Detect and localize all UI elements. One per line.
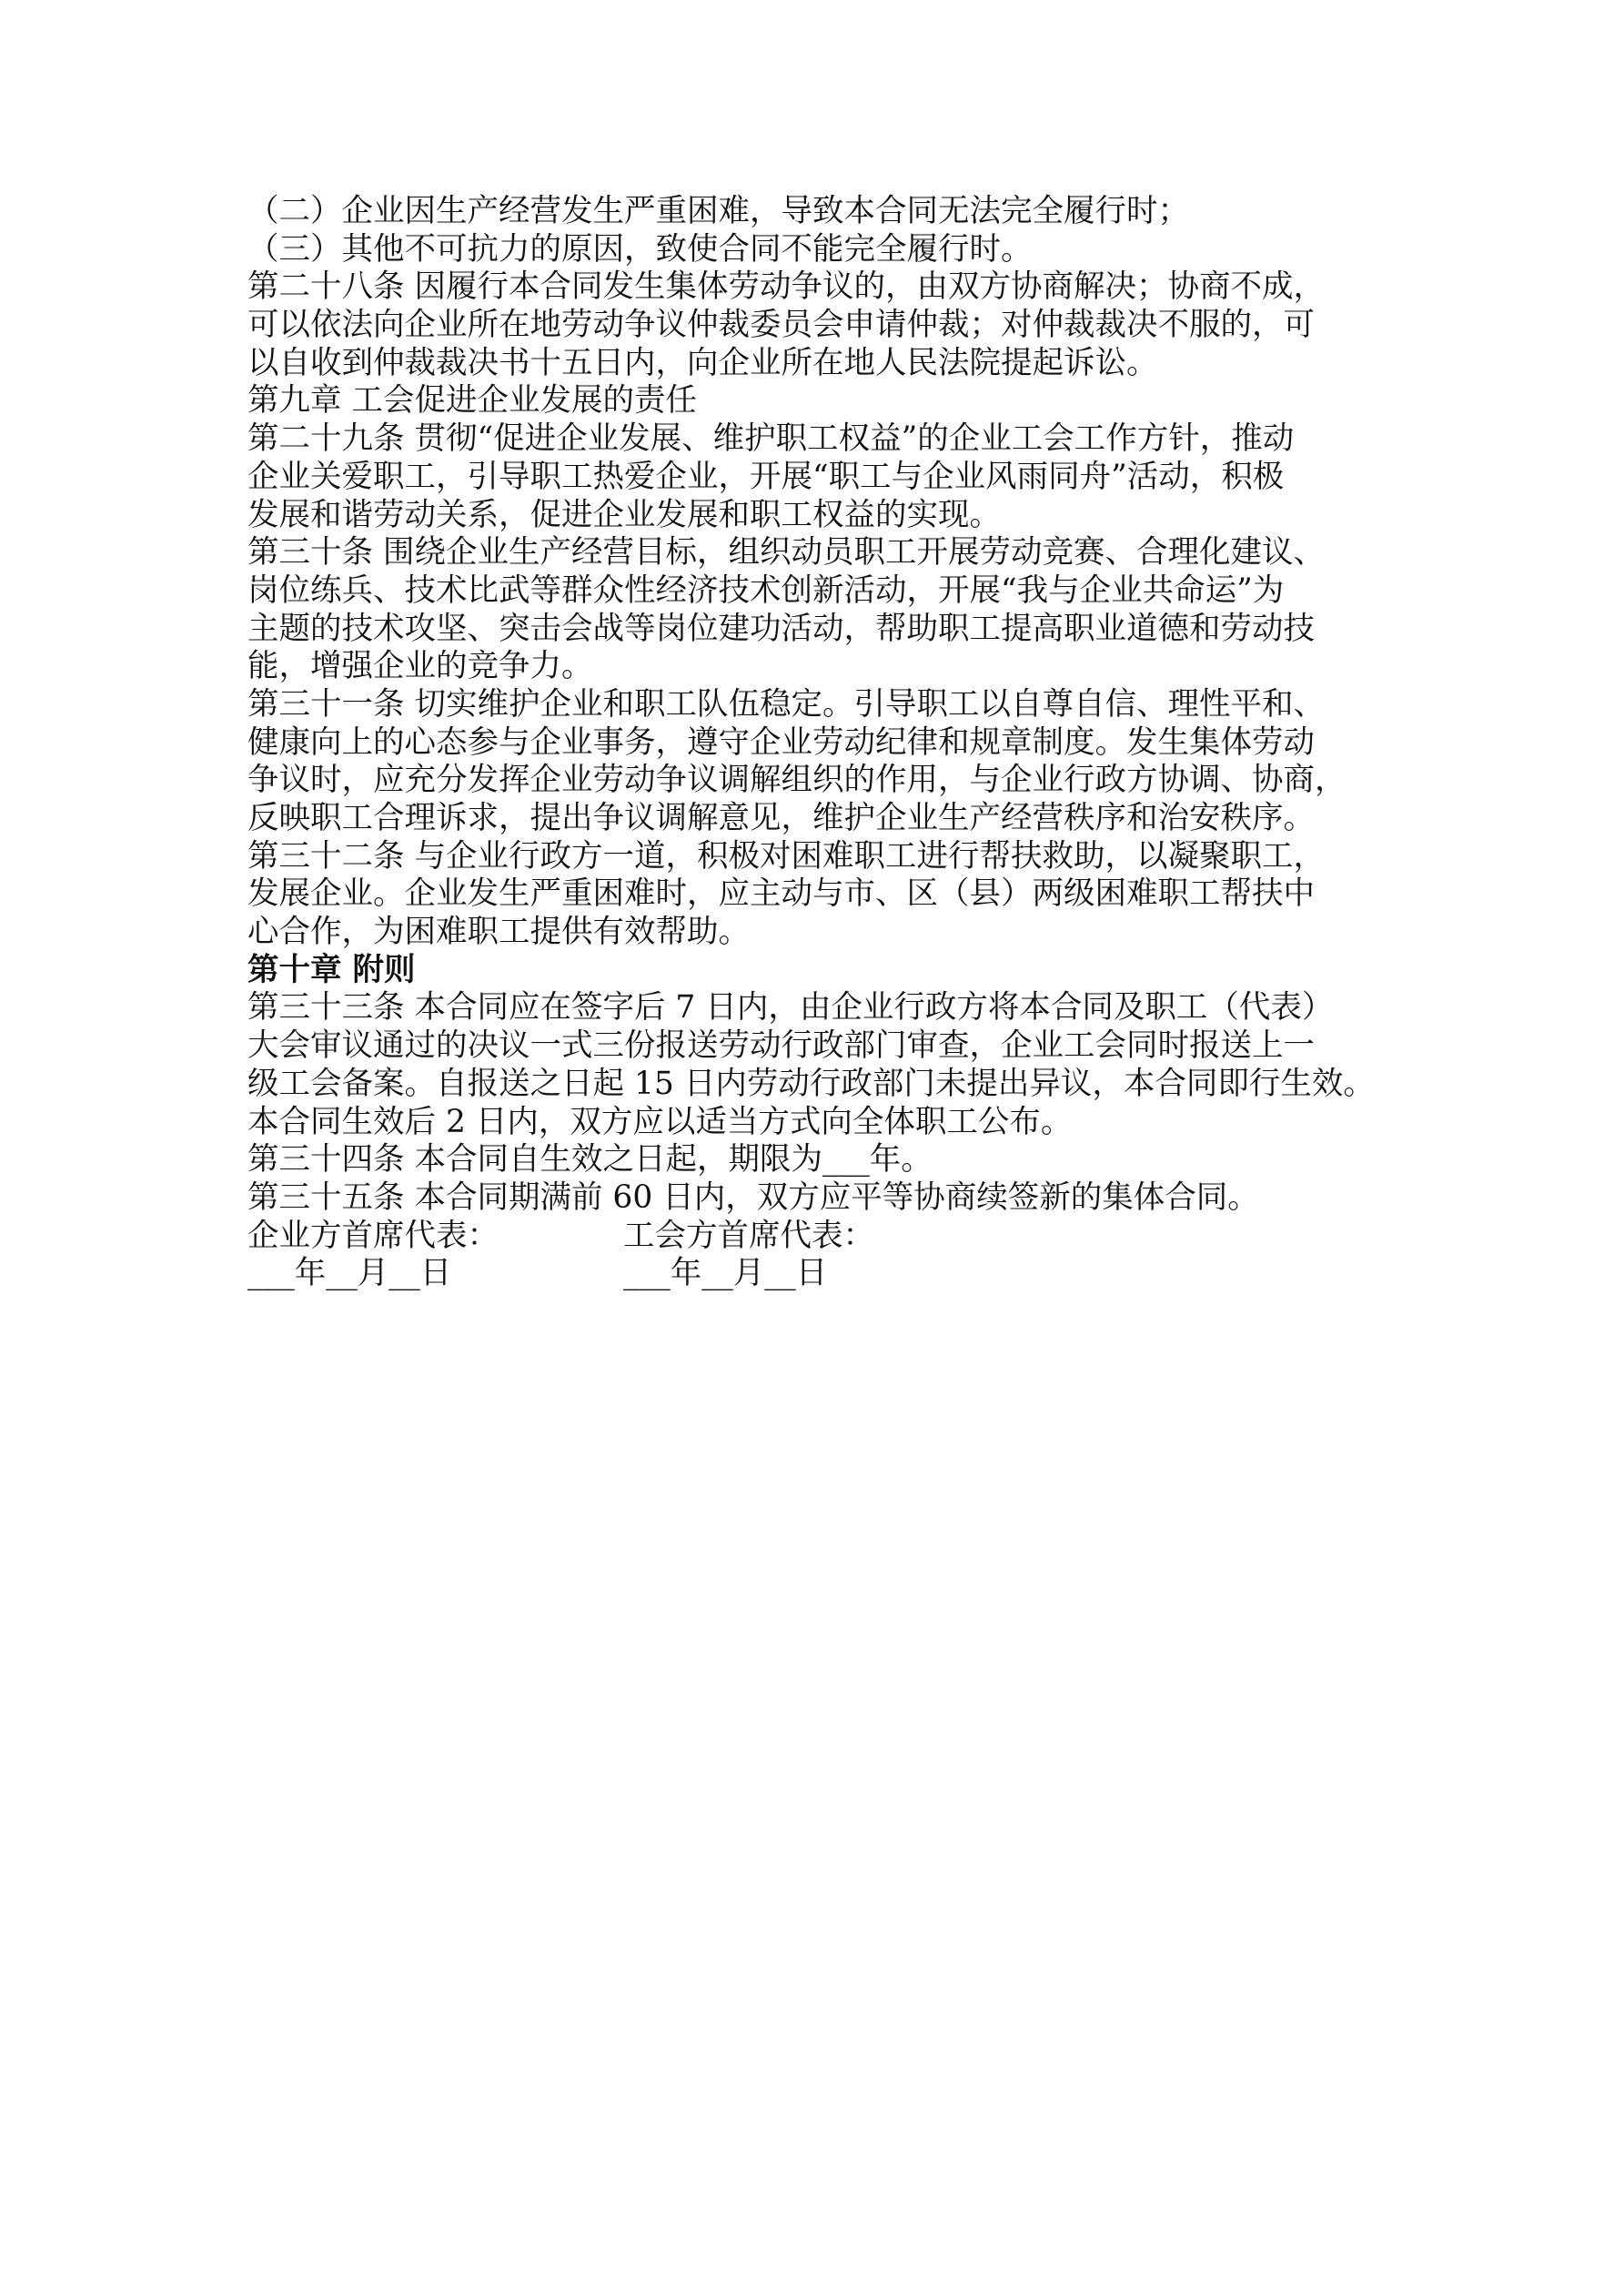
article-29-line-3: 发展和谐劳动关系，促进企业发展和职工权益的实现。	[247, 496, 1001, 533]
article-28-line-2: 可以依法向企业所在地劳动争议仲裁委员会申请仲裁；对仲裁裁决不服的，可	[247, 307, 1315, 344]
article-29-line-1: 第二十九条 贯彻“促进企业发展、维护职工权益”的企业工会工作方针，推动	[247, 420, 1295, 458]
enterprise-rep-label: 企业方首席代表：	[247, 1217, 499, 1254]
article-28-line-3: 以自收到仲裁裁决书十五日内，向企业所在地人民法院提起诉讼。	[247, 344, 1158, 381]
document-page	[247, 193, 1430, 1293]
article-32-line-1: 第三十二条 与企业行政方一道，积极对困难职工进行帮扶救助，以凝聚职工，	[247, 837, 1325, 875]
enterprise-date-blank: ___年__月__日	[247, 1255, 452, 1292]
clause-line-2: （三）其他不可抗力的原因，致使合同不能完全履行时。	[247, 230, 1033, 268]
signature-labels-row	[247, 1218, 1430, 1256]
article-30-line-3: 主题的技术攻坚、突击会战等岗位建功活动，帮助职工提高职业道德和劳动技	[247, 610, 1315, 647]
article-33-line-4: 本合同生效后 2 日内，双方应以适当方式向全体职工公布。	[247, 1103, 1073, 1140]
article-32-line-2: 发展企业。企业发生严重困难时，应主动与市、区（县）两级困难职工帮扶中	[247, 875, 1315, 913]
article-30-line-1: 第三十条 围绕企业生产经营目标，组织动员职工开展劳动竞赛、合理化建议、	[247, 534, 1325, 571]
article-31-line-4: 反映职工合理诉求，提出争议调解意见，维护企业生产经营秩序和治安秩序。	[247, 800, 1315, 836]
article-31-line-2: 健康向上的心态参与企业事务，遵守企业劳动纪律和规章制度。发生集体劳动	[247, 723, 1315, 761]
chapter-10-heading: 第十章 附则	[247, 951, 416, 988]
union-rep-label: 工会方首席代表：	[623, 1217, 874, 1254]
article-31-line-3: 争议时，应充分发挥企业劳动争议调解组织的作用，与企业行政方协调、协商，	[247, 762, 1347, 799]
article-29-line-2: 企业关爱职工，引导职工热爱企业，开展“职工与企业风雨同舟”活动，积极	[247, 458, 1285, 495]
union-date-blank: ___年__月__日	[623, 1255, 828, 1292]
article-30-line-4: 能，增强企业的竞争力。	[247, 648, 593, 685]
article-35: 第三十五条 本合同期满前 60 日内，双方应平等协商续签新的集体合同。	[247, 1178, 1259, 1216]
article-28-line-1: 第二十八条 因履行本合同发生集体劳动争议的，由双方协商解决；协商不成，	[247, 268, 1325, 306]
chapter-9-heading: 第九章 工会促进企业发展的责任	[247, 382, 697, 420]
article-30-line-2: 岗位练兵、技术比武等群众性经济技术创新活动，开展“我与企业共命运”为	[247, 571, 1285, 609]
article-33-line-3: 级工会备案。自报送之日起 15 日内劳动行政部门未提出异议，本合同即行生效。	[247, 1065, 1375, 1102]
article-32-line-3: 心合作，为困难职工提供有效帮助。	[247, 914, 750, 951]
article-33-line-2: 大会审议通过的决议一式三份报送劳动行政部门审查，企业工会同时报送上一	[247, 1027, 1315, 1065]
article-34: 第三十四条 本合同自生效之日起，期限为___年。	[247, 1141, 933, 1178]
signature-dates-row	[247, 1255, 1430, 1293]
clause-line-1: （二）企业因生产经营发生严重困难，导致本合同无法完全履行时；	[247, 193, 1189, 229]
article-33-line-1: 第三十三条 本合同应在签字后 7 日内，由企业行政方将本合同及职工（代表）	[247, 989, 1334, 1027]
article-31-line-1: 第三十一条 切实维护企业和职工队伍稳定。引导职工以自尊自信、理性平和、	[247, 685, 1325, 723]
